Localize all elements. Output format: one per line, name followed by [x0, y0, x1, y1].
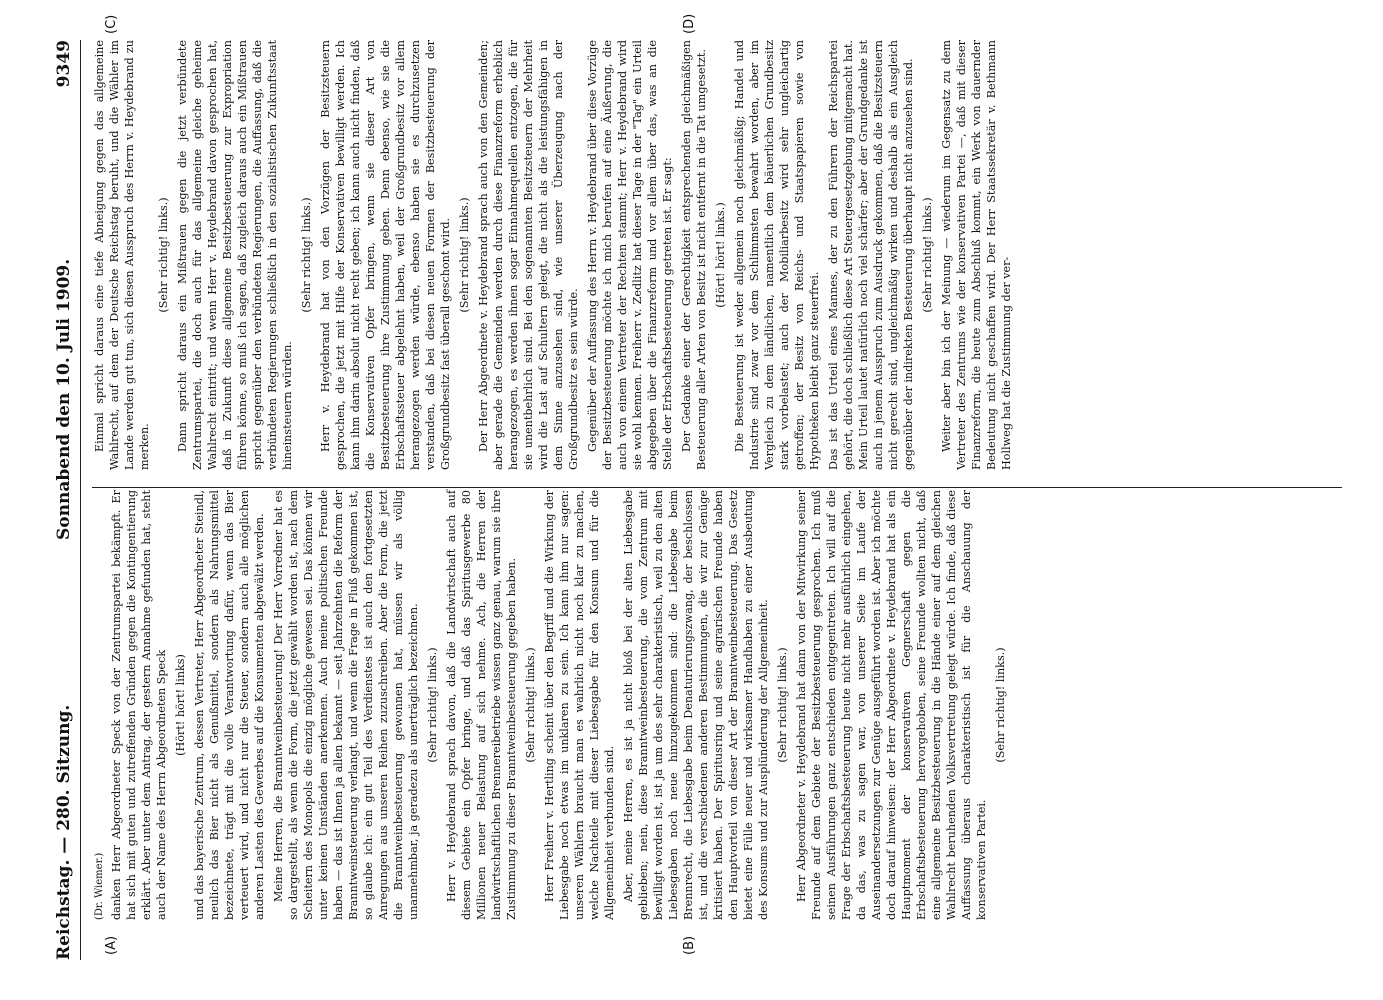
interjection: (Hört! hört! links.) [714, 202, 727, 308]
header-left-title: Reichstag. — 280. Sitzung. [54, 704, 74, 960]
paragraph: Meine Herren, die Branntweinbesteuerung! Der Herr Vorredner hat es so dargestellt, als wenn die Form, die jetzt gewählt worden ist, nach dem Scheitern des Monopols die einzig mögliche gewesen sei. Das können wir unter keinen Umständen anerkennen. Auch meine politischen Freunde haben — das ist Ihnen ja allen bekannt — seit Jahrzehnten die Reform der Branntweinsteuerung verlangt, und wenn die Frage in Fluß gekommen ist, so glaube ich: ein gut Teil des Verdienstes ist auch den fortgesetzten Anregungen aus unseren Reihen zuzuschreiben. Aber die Form, die jetzt die Branntweinbesteuerung gewonnen hat, müssen wir als völlig unannehmbar, ja geradezu als unerträglich bezeichnen. [272, 490, 420, 920]
paragraph: Herr v. Heydebrand sprach davon, daß die Landwirtschaft auch auf diesem Gebiete ein Opfer bringe, und daß das Spiritusgewerbe 80 Millionen neuer Belastung auf sich nehme. Ach, die Herren der landwirtschaftlichen Brennereibetriebe wissen ganz genau, warum sie ihre Zustimmung zu dieser Branntweinbesteuerung gegeben haben. [445, 490, 518, 920]
interjection: (Sehr richtig! links.) [458, 197, 471, 313]
interjection: (Sehr richtig! links.) [776, 647, 789, 763]
paragraph: und das bayerische Zentrum, dessen Vertreter, Herr Abgeordneter Steindl, neulich das Bier nicht als Genußmittel, sondern als Nahrungsmittel bezeichnete, trägt mit die volle Verantwortung dafür, wenn das Bier verteuert wird, und nicht nur die Steuer, sondern auch alle möglichen anderen Lasten des Gewerbes auf die Konsumenten abgewälzt werden. [193, 490, 266, 920]
interjection: (Sehr richtig! links.) [524, 647, 537, 763]
paragraph: Herr v. Heydebrand hat von den Vorzügen der Besitzsteuern gesprochen, die jetzt mit Hilfe der Konservativen bewilligt werden. Ich kann ihm darin absolut nicht recht geben; ich kann auch nicht finden, daß die Konservativen Opfer bringen, wenn sie dieser Art von Besitzbesteuerung ihre Zustimmung geben. Denn ebenso, wie sie die Erbschaftssteuer abgelehnt haben, weil der Großgrundbesitz vor allem herangezogen werden würde, ebenso haben sie es durchzusetzen verstanden, daß bei diesen neuen Formen der Besitzbesteuerung der Großgrundbesitz fast überall geschont wird. [319, 40, 452, 470]
margin-marker-b: (B) [682, 935, 697, 955]
page-number: 9349 [54, 40, 74, 88]
interjection: (Sehr richtig! links.) [426, 647, 439, 763]
speaker-label: (Dr. Wiemer.) [94, 852, 105, 920]
paragraph: Herr Abgeordneter v. Heydebrand hat dann von der Mitwirkung seiner Freunde auf dem Gebiete der Besitzbesteuerung gesprochen. Ich muß seinen Ausführungen ganz entschieden entgegentreten. Ich will auf die Frage der Erbschaftsbesteuerung heute nicht mehr ausführlich eingehen, da das, was zu sagen war, von unserer Seite im Laufe der Auseinandersetzungen zur Genüge ausgeführt worden ist. Aber ich möchte doch darauf hinweisen: der Herr Abgeordnete v. Heydebrand hat als ein Hauptmoment der konservativen Gegnerschaft gegen die Erbschaftsbesteuerung hervorgehoben, seine Freunde wollten nicht, daß eine allgemeine Besitzbesteuerung in die Hände einer auf dem gleichen Wahlrecht beruhenden Volksvertretung gelegt würde. Ich finde, daß diese Auffassung überaus charakteristisch ist für die Anschauung der konservativen Partei. [795, 490, 988, 920]
margin-marker-a: (A) [104, 935, 119, 955]
page-header [50, 40, 81, 960]
margin-marker-c: (C) [104, 14, 119, 34]
margin-marker-d: (D) [682, 13, 697, 34]
interjection: (Hört! hört! links) [174, 654, 187, 756]
paragraph: Gegenüber der Auffassung des Herrn v. Heydebrand über diese Vorzüge der Besitzbesteuerung möchte ich mich berufen auf eine Äußerung, die auch von einem Vertreter der Rechten stammt; Herr v. Heydebrand wird sie wohl kennen. Freiherr v. Zedlitz hat dieser Tage in der "Tag" ein Urteil abgegeben über die Finanzreform und vor allem über das, was an die Stelle der Erbschaftsbesteuerung getreten ist. Er sagt: [586, 40, 674, 470]
paragraph: danken Herr Abgeordneter Speck von der Zentrumspartei bekämpft. Er hat sich mit guten und zutreffenden Gründen gegen die Kontingentierung erklärt. Aber unter dem Antrag, der gestern Annahme gefunden hat, steht auch der Name des Herrn Abgeordneten Speck [110, 490, 168, 920]
paragraph: Dann spricht daraus ein Mißtrauen gegen die jetzt verbündete Zentrumspartei, die doch auch für das allgemeine gleiche geheime Wahlrecht eintritt; und wenn Herr v. Heydebrand davon gesprochen hat, daß in Zukunft diese allgemeine Besitzbesteuerung zur Expropriation führen könne, so muß ich sagen, daß zugleich daraus auch ein Mißtrauen spricht gegenüber den verbündeten Regierungen, die Auffassung, daß die verbündeten Regierungen schließlich in den sozialistischen Zukunftsstaat hineinsteuern würden. [176, 40, 294, 470]
left-column [92, 490, 1012, 920]
paragraph: Das ist das Urteil eines Mannes, der zu den Führern der Reichspartei gehört, die doch schließlich diese Art Steuergesetzgebung mitgemacht hat. Mein Urteil lautet natürlich noch viel schärfer; aber der Grundgedanke ist auch in jenem Ausspruch zum Ausdruck gekommen, daß die Besitzsteuern nicht gerecht sind, ungleichmäßig wirken und deshalb als ein Ausgleich gegenüber der indirekten Besteuerung überhaupt nicht anzusehen sind. [827, 40, 915, 470]
paragraph: Herr Freiherr v. Hertling scheint über den Begriff und die Wirkung der Liebesgabe noch etwas im unklaren zu sein. Ich kann ihm nur sagen: unseren Wählern braucht man es wahrlich nicht noch klar zu machen, welche Nachteile mit dieser Liebesgabe für den Konsum und für die Allgemeinheit verbunden sind. [543, 490, 616, 920]
paragraph: Einmal spricht daraus eine tiefe Abneigung gegen das allgemeine Wahlrecht, auf dem der Deutsche Reichstag beruht, und die Wähler im Lande werden gut tun, sich diesen Ausspruch des Herrn v. Heydebrand zu merken. [93, 40, 151, 470]
header-date: Sonnabend den 10. Juli 1909. [54, 258, 74, 540]
interjection: (Sehr richtig! links.) [300, 197, 313, 313]
interjection: (Sehr richtig! links.) [921, 197, 934, 313]
interjection: (Sehr richtig! links.) [157, 197, 170, 313]
quotation: Der Gedanke einer der Gerechtigkeit entsprechenden gleichmäßigen Besteuerung aller Arten von Besitz ist nicht entfernt in die Tat umgesetzt. [680, 40, 708, 470]
quotation: Die Besteuerung ist weder allgemein noch gleichmäßig; Handel und Industrie sind zwar vor dem Schlimmsten bewahrt worden, aber im Vergleich zu dem ländlichen, namentlich dem bäuerlichen Grundbesitz stark vorbelastet; auch der Mobiliarbesitz wird sehr ungleichartig getroffen; der Besitz von Reichs- und Staatspapieren sowie von Hypotheken bleibt ganz steuerfrei. [733, 40, 821, 470]
paragraph: Aber, meine Herren, es ist ja nicht bloß bei der alten Liebesgabe geblieben; nein, diese Branntweinbesteuerung, die vom Zentrum mit bewilligt worden ist, ist ja um des sehr charakteristisch, weil zu den alten Liebesgaben noch neue hinzugekommen sind: die Liebesgabe beim Brennrecht, die Liebesgabe beim Denaturierungszwang, der beschlossen ist, und die verschiedenen anderen Bestimmungen, die wir zur Genüge kritisiert haben. Der Spiritusring und seine agrarischen Freunde haben den Hauptvorteil von dieser Art der Branntweinbesteuerung. Das Gesetz bietet eine Fülle neuer und wirksamer Handhaben zu einer Ausbeutung des Konsums und zur Ausplünderung der Allgemeinheit. [622, 490, 770, 920]
column-divider [92, 487, 1342, 488]
interjection: (Sehr richtig! links.) [994, 647, 1007, 763]
right-column [92, 40, 1018, 470]
paragraph: Weiter aber bin ich der Meinung — wiederum im Gegensatz zu dem Vertreter des Zentrums wie der konservativen Partei —, daß mit dieser Finanzreform, die heute zum Abschluß kommt, ein Werk von dauernder Bedeutung nicht geschaffen wird. Der Herr Staatssekretär v. Bethmann Hollweg hat die Zustimmung der ver- [940, 40, 1013, 470]
paragraph: Der Herr Abgeordnete v. Heydebrand sprach auch von den Gemeinden; aber gerade die Gemeinden werden durch diese Finanzreform erheblich herangezogen, es werden ihnen sogar Einnahmequellen entzogen, die für sie unentbehrlich sind. Bei den sogenannten Besitzsteuern der Mehrheit wird die Last auf Schultern gelegt, die nicht als die leistungsfähigen in dem Sinne anzusehen sind, wie unserer Überzeugung nach der Großgrundbesitz es sein würde. [477, 40, 580, 470]
